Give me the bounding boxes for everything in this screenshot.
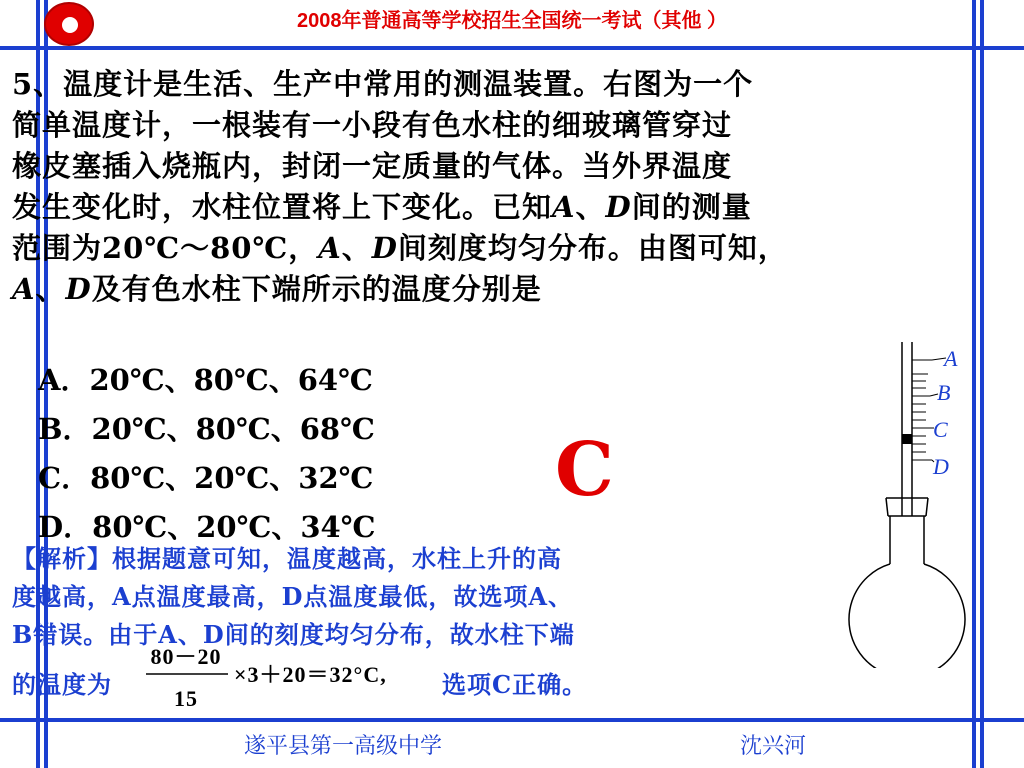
fraction-numerator: 80－20 (150, 644, 222, 669)
analysis-line: 度越高，A点温度最高，D点温度最低，故选项A、 (12, 582, 574, 611)
flask (849, 516, 965, 668)
author-name: 沈兴河 (740, 733, 807, 758)
option-d: D．80℃、20℃、34℃ (38, 510, 376, 544)
question-text-span: 橡皮塞插入烧瓶内，封闭一定质量的气体。当外界温度 (12, 149, 733, 183)
formula-rest: ×3＋20＝32°C, (234, 662, 387, 687)
option-b: B．20℃、80℃、68℃ (38, 412, 375, 446)
diagram-label-b: B (937, 380, 951, 405)
diagram-label-c: C (933, 417, 948, 442)
question-line (12, 146, 992, 187)
frame-line-top (0, 46, 1024, 50)
question-text-span: 发生变化时，水柱位置将上下变化。已知 (12, 190, 553, 224)
answer-letter: C (555, 427, 614, 513)
thermometer-tube (902, 342, 912, 516)
option-a: A．20℃、80℃、64℃ (38, 363, 373, 397)
question-line (12, 269, 992, 310)
temperature-formula (142, 642, 422, 714)
diagram-label-a: A (944, 346, 958, 371)
point-label-a: A (12, 272, 36, 306)
fraction-denominator: 15 (174, 686, 198, 711)
question-line (12, 105, 992, 146)
label-leaders (930, 358, 946, 462)
analysis-line4-suffix: 选项C正确。 (442, 670, 588, 699)
question-text (12, 64, 992, 310)
question-text-span: 间刻度均匀分布。由图可知， (397, 231, 788, 265)
page-title: 2008年普通高等学校招生全国统一考试（其他 ） (296, 10, 728, 32)
point-label-a: A (318, 231, 342, 265)
option-c: C．80℃、20℃、32℃ (38, 461, 374, 495)
question-text-span: 简单温度计，一根装有一小段有色水柱的细玻璃管穿过 (12, 108, 733, 142)
school-name: 遂平县第一高级中学 (244, 733, 443, 758)
question-line (12, 187, 992, 228)
water-column (902, 434, 912, 444)
scale-ticks (912, 360, 932, 460)
question-text-span: 5、温度计是生活、生产中常用的测温装置。右图为一个 (12, 67, 754, 101)
stopper (886, 498, 928, 516)
question-line (12, 64, 992, 105)
question-line (12, 228, 992, 269)
question-text-span: 、 (35, 272, 66, 306)
question-text-span: 范围为20℃～80℃， (12, 231, 319, 265)
analysis-text (12, 540, 812, 724)
thermometer-diagram (830, 338, 980, 668)
analysis-line (12, 644, 812, 724)
point-label-d: D (65, 272, 92, 306)
analysis-line: 【解析】根据题意可知，温度越高，水柱上升的高 (12, 544, 562, 573)
point-label-d: D (371, 231, 398, 265)
question-text-span: 及有色水柱下端所示的温度分别是 (91, 272, 542, 306)
analysis-line: B错误。由于A、D间的刻度均匀分布，故水柱下端 (12, 620, 575, 649)
analysis-line4-prefix: 的温度为 (12, 670, 112, 699)
question-text-span: 、 (341, 231, 372, 265)
question-text-span: 间的测量 (631, 190, 752, 224)
options-list (38, 356, 375, 552)
point-label-a: A (552, 190, 576, 224)
diagram-label-d: D (933, 454, 949, 479)
point-label-d: D (605, 190, 632, 224)
question-text-span: 、 (575, 190, 606, 224)
